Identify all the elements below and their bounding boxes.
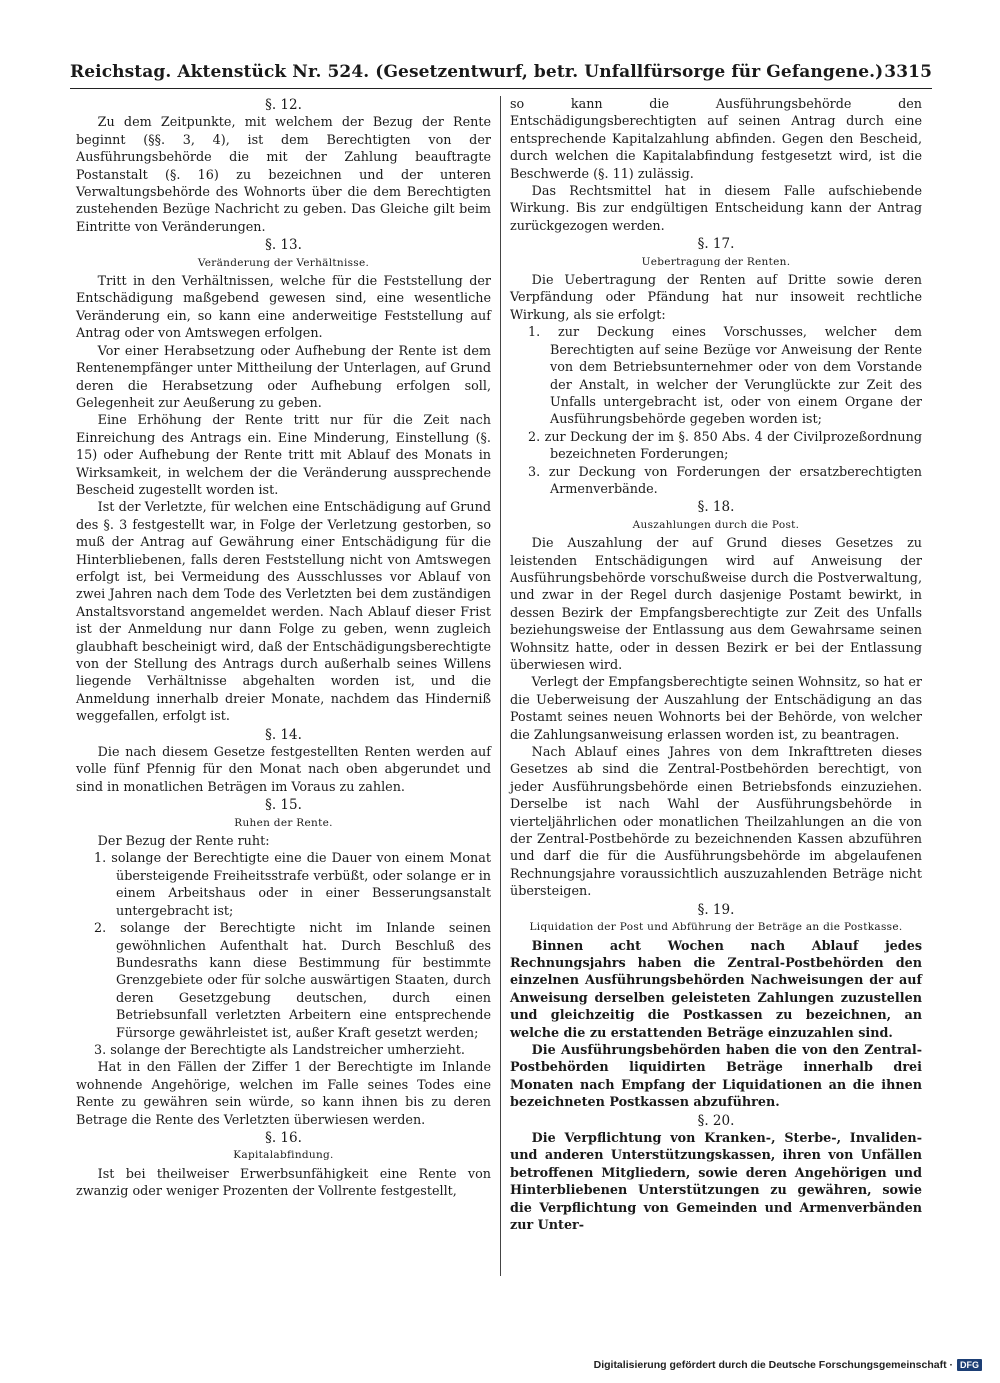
section-14-heading: §. 14. — [265, 726, 302, 743]
paragraph: Tritt in den Verhältnissen, welche für die Feststellung der Entschädigung maßgebend gewesen sind, eine wesentliche Veränderung ein, so kann eine anderweitige Feststellung auf Antrag oder von Amtswegen erfolgen. — [76, 274, 491, 342]
paragraph: Die Auszahlung der auf Grund dieses Gesetzes zu leistenden Entschädigungen wird auf Anweisung der Ausführungsbehörde vorschußweise durch die Postverwaltung, und zwar in der Regel durch dasjenige Postamt bewirkt, in dessen Bezirk der Empfangsberechtigte zur Zeit des Unfalls beziehungsweise der Entlassung aus dem Gewahrsame seinen Wohnsitz hatte, oder in dessen Bezirk er bei der Entlassung überwiesen wird. — [510, 536, 922, 673]
section-16-heading: §. 16. — [265, 1129, 302, 1146]
section-19-heading: §. 19. — [697, 901, 735, 918]
paragraph: Zu dem Zeitpunkte, mit welchem der Bezug der Rente beginnt (§§. 3, 4), ist dem Berechtigten von der Ausführungsbehörde die mit der Zahlung beauftragte Postanstalt (§. 16) zu bezeichnen und der unteren Verwaltungsbehörde des Wohnorts über die dem Berechtigten zustehenden Bezüge Nachricht zu geben. Das Gleiche gilt beim Eintritte von Veränderungen. — [76, 115, 491, 235]
paragraph: Die nach diesem Gesetze festgestellten Renten werden auf volle fünf Pfennig für den Monat nach oben abgerundet und sind in monatlichen Beträgen im Voraus zu zahlen. — [76, 745, 491, 795]
list-item: 1. zur Deckung eines Vorschusses, welcher dem Berechtigten auf seine Bezüge vor Anweisung der Rente von dem Betriebsunternehmer oder von dem Vorstande der Anstalt, in welcher der Verunglückte zur Zeit des Unfalls untergebracht ist, oder von einem Organe der Ausführungsbehörde gegeben worden ist; — [528, 325, 922, 428]
paragraph: Der Bezug der Rente ruht: — [97, 834, 270, 850]
paragraph: Die Uebertragung der Renten auf Dritte sowie deren Verpfändung oder Pfändung hat nur insoweit rechtliche Wirkung, als sie erfolgt: — [510, 273, 922, 323]
section-18-title: Auszahlungen durch die Post. — [632, 518, 800, 531]
section-15-heading: §. 15. — [265, 797, 302, 814]
section-15-title: Ruhen der Rente. — [234, 816, 333, 829]
paragraph: Nach Ablauf eines Jahres von dem Inkrafttreten dieses Gesetzes ab sind die Zentral-Postbehörden berechtigt, von jeder Ausführungsbehörde einen Betriebsfonds einzuziehen. Derselbe ist nach Wahl der Ausführungsbehörde in vierteljährlichen oder monatlichen Theilzahlungen an die von der Zentral-Postbehörde zu bezeichnenden Kassen abzuführen und darf die für die Ausführungsbehörde im abgelaufenen Rechnungsjahre voraussichtlich auszuzahlenden Beträge nicht übersteigen. — [510, 745, 922, 900]
digitization-footer — [594, 1359, 982, 1371]
paragraph: Ist der Verletzte, für welchen eine Entschädigung auf Grund des §. 3 festgestellt war, in Folge der Verletzung gestorben, so muß der Antrag auf Gewährung einer Entschädigung für die Hinterbliebenen, falls deren Feststellung nicht von Amtswegen erfolgt ist, bei Vermeidung des Ausschlusses vor Ablauf von zwei Jahren nach dem Tode des Verletzten bei dem zuständigen Anstaltsvorstand angemeldet werden. Nach Ablauf dieser Frist ist der Anmeldung nur dann Folge zu geben, wenn zugleich glaubhaft bescheinigt wird, daß der Entschädigungsberechtigte von der Stellung des Antrags durch außerhalb seines Willens liegende Verhältnisse abgehalten worden ist, und die Anmeldung innerhalb dreier Monate, nachdem das Hinderniß weggefallen, erfolgt ist. — [76, 500, 491, 725]
list-item: 3. solange der Berechtigte als Landstreicher umherzieht. — [94, 1042, 465, 1058]
paragraph: Hat in den Fällen der Ziffer 1 der Berechtigte im Inlande wohnende Angehörige, welchen im Falle seines Todes eine Rente zu gewähren sein würde, so kann ihnen bis zu deren Betrage die Rente des Verletzten überwiesen werden. — [76, 1060, 491, 1128]
paragraph: Binnen acht Wochen nach Ablauf jedes Rechnungsjahrs haben die Zentral-Postbehörden den einzelnen Ausführungsbehörden Nachweisungen der auf Anweisung derselben geleisteten Zahlungen zuzustellen und gleichzeitig die Postkassen zu bezeichnen, an welche die zu erstattenden Beträge einzuzahlen sind. — [510, 938, 922, 1041]
section-17-title: Uebertragung der Renten. — [641, 255, 791, 268]
left-column — [76, 96, 491, 1201]
paragraph: Eine Erhöhung der Rente tritt nur für die Zeit nach Einreichung des Antrags ein. Eine Minderung, Einstellung (§. 15) oder Aufhebung der Rente tritt mit Ablauf des Monats in Wirksamkeit, in welchem der die Veränderung aussprechende Bescheid zugestellt worden ist. — [76, 413, 491, 498]
section-20-heading: §. 20. — [697, 1112, 735, 1129]
list-item: 2. zur Deckung der im §. 850 Abs. 4 der Civilprozeßordnung bezeichneten Forderungen; — [528, 429, 922, 463]
paragraph: Die Verpflichtung von Kranken-, Sterbe-, Invaliden- und anderen Unterstützungskassen, ihren von Unfällen betroffenen Mitgliedern, sowie deren Angehörigen und Hinterbliebenen Unterstützungen zu gewähren, sowie die Verpflichtung von Gemeinden und Armenverbänden zur Unter- — [510, 1130, 922, 1233]
paragraph: so kann die Ausführungsbehörde den Entschädigungsberechtigten auf seinen Antrag durch eine entsprechende Kapitalzahlung abfinden. Gegen den Bescheid, durch welchen die Kapitalabfindung festgesetzt wird, ist die Beschwerde (§. 11) zulässig. — [510, 97, 922, 182]
paragraph: Verlegt der Empfangsberechtigte seinen Wohnsitz, so hat er die Ueberweisung der Auszahlung der Entschädigung an das Postamt seines neuen Wohnorts bei der Behörde, von welcher die Zahlungsanweisung erlassen worden ist, zu beantragen. — [510, 675, 922, 743]
section-13-heading: §. 13. — [265, 237, 302, 254]
header-title: Reichstag. Aktenstück Nr. 524. (Gesetzentwurf, betr. Unfallfürsorge für Gefangene.) — [70, 62, 884, 82]
list-item: 1. solange der Berechtigte eine die Dauer von einem Monat übersteigende Freiheitsstrafe verbüßt, oder solange er in einem Arbeitshaus oder in einer Besserungsanstalt untergebracht ist; — [94, 851, 491, 919]
page-number: 3315 — [884, 62, 932, 82]
paragraph: Die Ausführungsbehörden haben die von den Zentral-Postbehörden liquidirten Beträge innerhalb drei Monaten nach Empfang der Liquidationen an die ihnen bezeichneten Postkassen abzuführen. — [510, 1042, 922, 1111]
dfg-logo-icon: DFG — [957, 1359, 982, 1371]
section-12-heading: §. 12. — [265, 97, 302, 113]
running-header — [70, 60, 932, 89]
list-item: 3. zur Deckung von Forderungen der ersatzberechtigten Armenverbände. — [528, 464, 922, 497]
right-column — [510, 96, 922, 1234]
column-divider — [500, 96, 501, 1276]
paragraph: Ist bei theilweiser Erwerbsunfähigkeit eine Rente von zwanzig oder weniger Prozenten der Vollrente festgestellt, — [76, 1166, 491, 1200]
section-13-title: Veränderung der Verhältnisse. — [197, 256, 370, 269]
section-16-title: Kapitalabfindung. — [233, 1149, 334, 1162]
section-18-heading: §. 18. — [697, 499, 735, 516]
paragraph: Vor einer Herabsetzung oder Aufhebung der Rente ist dem Rentenempfänger unter Mittheilung der Unterlagen, auf Grund deren die Herabsetzung oder Aufhebung erfolgen soll, Gelegenheit zur Aeußerung zu geben. — [76, 343, 491, 411]
paragraph: Das Rechtsmittel hat in diesem Falle aufschiebende Wirkung. Bis zur endgültigen Entscheidung kann der Antrag zurückgezogen werden. — [510, 184, 922, 234]
section-17-heading: §. 17. — [697, 236, 735, 253]
list-item: 2. solange der Berechtigte nicht im Inlande seinen gewöhnlichen Aufenthalt hat. Durch Beschluß des Bundesraths kann diese Bestimmung für bestimmte Grenzgebiete oder für solche auswärtigen Staaten, durch deren Gesetzgebung deutschen, durch einen Betriebsunfall verletzten Arbeitern eine entsprechende Fürsorge gewährleistet ist, außer Kraft gesetzt werden; — [94, 921, 491, 1041]
footer-text: Digitalisierung gefördert durch die Deutsche Forschungsgemeinschaft · — [593, 1359, 953, 1371]
section-19-title: Liquidation der Post und Abführung der Beträge an die Postkasse. — [529, 921, 903, 934]
